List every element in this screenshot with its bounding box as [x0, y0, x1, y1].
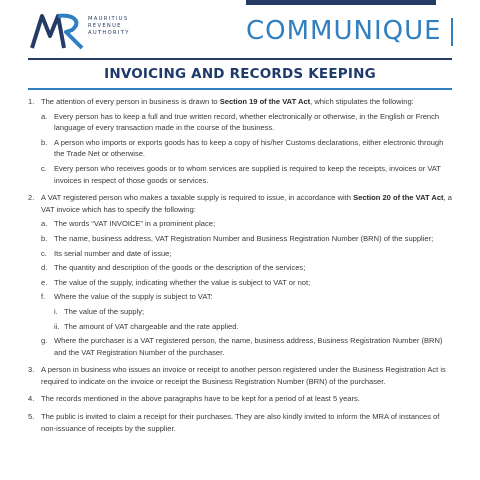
mra-logo: [28, 10, 178, 50]
item-number: 5.: [28, 412, 35, 422]
page-title: INVOICING AND RECORDS KEEPING: [104, 66, 376, 82]
sub-sub-item: ii. The amount of VAT chargeable and the rate applied.: [54, 321, 239, 331]
item-number: 3.: [28, 365, 35, 375]
header-top-bar: [246, 0, 436, 5]
item-number: 1.: [28, 97, 35, 106]
sub-sub-item: i. The value of the supply;: [54, 306, 145, 316]
item-number: 2.: [28, 193, 35, 203]
header: [0, 0, 480, 56]
list-item-2: 2. A VAT registered person who makes a taxable supply is required to issue, in accordance with Section 20 of the VAT Act, a VAT invoice which has to specify the following: a. The words “VAT INVOICE” in a prominent place; b. The name, business address, VAT Registration Number and Business Registration Number (BRN) of the supplier; c. Its serial number and date of issue; d. The quantity and description of the goods or the description of the services; e. The value of the supply, indicating whether the value is subject to VAT or not; f. Where the value of the supply is subject to VAT: i. The value of the supply; ii. The amount of VAT chargeable and the rate applied. g. Where the purchaser is a VAT registered person, the name, business address, Business Registration Number (BRN) and the VAT Registration Number of the purchaser.: [28, 193, 452, 357]
mra-logo-icon: [28, 10, 86, 50]
list-item-3: 3. A person in business who issues an invoice or receipt to another person registered under the Business Registration Act is required to indicate on the invoice or receipt the Business Registration Number (BRN) of the purchaser.: [28, 365, 446, 386]
list-item-1: 1. The attention of every person in business is drawn to Section 19 of the VAT Act, which stipulates the following: a. Every person has to keep a full and true written record, whether electronically or otherwise, in the English or French language of every transaction made in the course of the business. b. A person who imports or exports goods has to keep a copy of his/her Customs declarations, either electronic through the Trade Net or otherwise. c. Every person who receives goods or to whom services are supplied is required to keep the receipts, invoices or VAT invoices in respect of those goods or services.: [28, 96, 452, 186]
sub-item: c. Every person who receives goods or to whom services are supplied is required to keep the receipts, invoices or VAT invoices in respect of those goods or services.: [41, 163, 441, 185]
sub-item: b. A person who imports or exports goods has to keep a copy of his/her Customs declarations, either electronic through the Trade Net or otherwise.: [41, 137, 444, 159]
list-item-5: 5. The public is invited to claim a receipt for their purchases. They are also kindly invited to inform the MRA of instances of non-issuance of receipts by the supplier.: [28, 412, 440, 433]
sub-item: e. The value of the supply, indicating whether the value is subject to VAT or not;: [41, 277, 311, 287]
sub-item: g. Where the purchaser is a VAT registered person, the name, business address, Business Registration Number (BRN) and the VAT Registration Number of the purchaser.: [41, 336, 443, 357]
sub-item: a. The words “VAT INVOICE” in a prominent place;: [41, 219, 216, 229]
list-item-4: 4. The records mentioned in the above paragraphs have to be kept for a period of at least 5 years.: [28, 394, 360, 404]
sub-item: b. The name, business address, VAT Registration Number and Business Registration Number (BRN) of the supplier;: [41, 233, 434, 243]
communique-label: COMMUNIQUE: [246, 16, 442, 46]
sub-item: d. The quantity and description of the goods or the description of the services;: [41, 263, 306, 273]
sub-item: c. Its serial number and date of issue;: [41, 248, 172, 258]
title-rule: [28, 88, 452, 90]
header-rule: [28, 58, 452, 60]
sub-item: a. Every person has to keep a full and true written record, whether electronically or otherwise, in the English or French language of every transaction made in the course of the business.: [41, 111, 440, 133]
logo-text: MAURITIUS REVENUE AUTHORITY: [88, 16, 130, 36]
item-number: 4.: [28, 394, 35, 404]
communique-body: [28, 96, 452, 440]
sub-item: f. Where the value of the supply is subject to VAT: i. The value of the supply; ii. The amount of VAT chargeable and the rate applied.: [41, 291, 452, 332]
communique-divider: [451, 18, 453, 46]
